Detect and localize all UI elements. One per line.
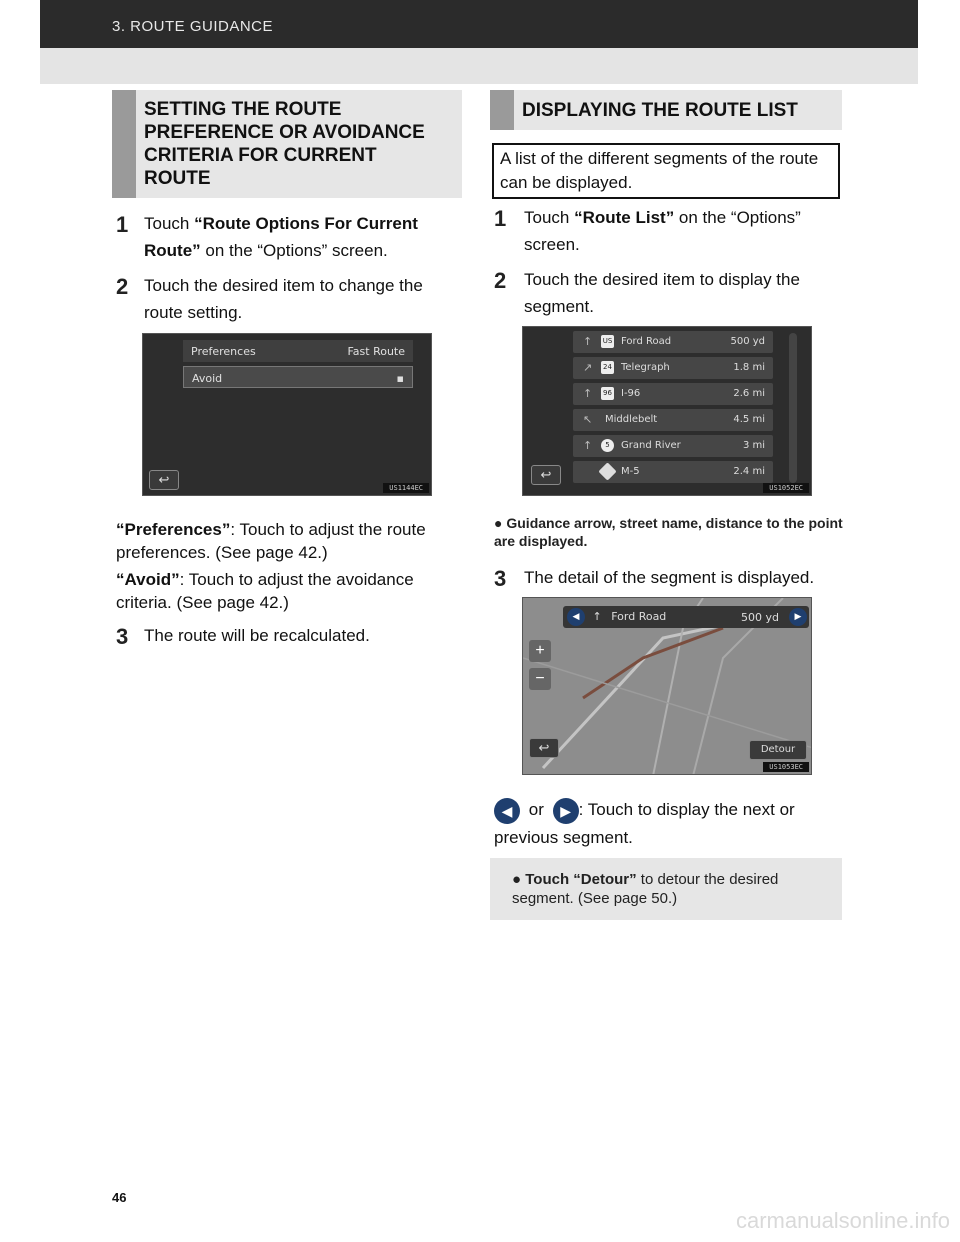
header-band: [40, 48, 918, 84]
step-text: Touch “Route List” on the “Options” screen.: [524, 208, 801, 254]
back-button[interactable]: ↩: [529, 738, 559, 758]
note-box: [490, 858, 842, 920]
route-list-item[interactable]: ↑ 5 Grand River 3 mi: [573, 435, 773, 457]
next-segment-button[interactable]: ▶: [789, 608, 807, 626]
right-section-heading: [490, 90, 842, 130]
note-text: ● Touch “Detour” to detour the desired segment. (See page 50.): [512, 871, 779, 907]
segment-nav-description: ◀ or ▶ : Touch to display the next or previous segment.: [494, 796, 844, 852]
route-list-item[interactable]: ↖ Middlebelt 4.5 mi: [573, 409, 773, 431]
step-text: Touch “Route Options For Current Route” on the “Options” screen.: [144, 214, 418, 260]
road-shield-icon: 24: [601, 361, 614, 374]
detour-button[interactable]: [749, 740, 807, 760]
step-number: 2: [116, 274, 129, 299]
page-number: 46: [112, 1190, 127, 1205]
watermark: carmanualsonline.info: [735, 1208, 950, 1233]
section-header-bar: [40, 0, 918, 48]
turn-arrow-icon: ↖: [583, 413, 593, 426]
heading-bar: [112, 90, 136, 198]
heading-line: SETTING THE ROUTE: [144, 99, 342, 120]
route-list-item[interactable]: M-5 2.4 mi: [573, 461, 773, 483]
route-list-screen: [522, 326, 812, 496]
options-screen: [142, 333, 432, 496]
avoid-row[interactable]: [183, 366, 413, 388]
preferences-label: Preferences: [191, 345, 256, 358]
left-section-heading: [112, 90, 462, 198]
bullet-icon: ●: [512, 871, 526, 888]
turn-arrow-icon: ↑: [583, 387, 593, 400]
heading-line: PREFERENCE OR AVOIDANCE: [144, 122, 425, 143]
banner-road: Ford Road: [611, 610, 667, 623]
zoom-in-button[interactable]: +: [529, 640, 551, 662]
step-number: 3: [116, 624, 129, 649]
route-list-item[interactable]: ↑ 96 I-96 2.6 mi: [573, 383, 773, 405]
figure-code: US1144EC: [383, 483, 429, 493]
segment-banner: [563, 606, 809, 628]
step-text: Touch the desired item to display the segment.: [524, 270, 800, 316]
preferences-row[interactable]: [183, 340, 413, 362]
section-title: 3. ROUTE GUIDANCE: [112, 18, 274, 35]
turn-arrow-icon: ↑: [583, 335, 593, 348]
step-number: 1: [494, 206, 507, 231]
road-shield-icon: 96: [601, 387, 614, 400]
heading-bar: [490, 90, 514, 130]
step-text: The route will be recalculated.: [144, 626, 370, 645]
heading-line: ROUTE: [144, 168, 211, 189]
destination-icon: [598, 462, 616, 480]
previous-segment-button[interactable]: ◀: [567, 608, 585, 626]
turn-arrow-icon: ↑: [583, 439, 593, 452]
figure-code: US1052EC: [763, 483, 809, 493]
turn-arrow-icon: ↗: [583, 361, 593, 374]
step-number: 2: [494, 268, 507, 293]
next-icon: ▶: [553, 798, 579, 824]
step-text: Touch the desired item to change the route setting.: [144, 276, 423, 322]
road-shield-icon: US: [601, 335, 614, 348]
avoid-description: “Avoid”: Touch to adjust the avoidance criteria. (See page 42.): [116, 570, 414, 612]
zoom-out-button[interactable]: −: [529, 668, 551, 690]
banner-arrow-icon: ↑: [592, 610, 602, 623]
check-icon: ▪: [396, 372, 404, 385]
previous-icon: ◀: [494, 798, 520, 824]
intro-box: A list of the different segments of the route can be displayed.: [492, 143, 840, 199]
bullet-note: ● Guidance arrow, street name, distance to the point are displayed.: [494, 515, 843, 549]
step-number: 1: [116, 212, 129, 237]
back-button[interactable]: ↩: [531, 465, 561, 485]
route-list-item[interactable]: ↑ US Ford Road 500 yd: [573, 331, 773, 353]
detour-label: Detour: [760, 744, 796, 755]
route-list-item[interactable]: ↗ 24 Telegraph 1.8 mi: [573, 357, 773, 379]
back-button[interactable]: ↩: [149, 470, 179, 490]
scrollbar[interactable]: [789, 333, 797, 483]
banner-distance: 500 yd: [741, 611, 779, 624]
avoid-label: Avoid: [192, 372, 223, 385]
preferences-value: Fast Route: [347, 345, 405, 358]
heading-text: DISPLAYING THE ROUTE LIST: [522, 100, 798, 121]
preferences-description: “Preferences”: Touch to adjust the route preferences. (See page 42.): [116, 520, 426, 562]
step-number: 3: [494, 566, 507, 591]
bullet-icon: ●: [494, 515, 507, 531]
segment-map-screen: [522, 597, 812, 775]
road-shield-icon: 5: [601, 439, 614, 452]
heading-line: CRITERIA FOR CURRENT: [144, 145, 377, 166]
step-text: The detail of the segment is displayed.: [524, 568, 815, 587]
figure-code: US1053EC: [763, 762, 809, 772]
